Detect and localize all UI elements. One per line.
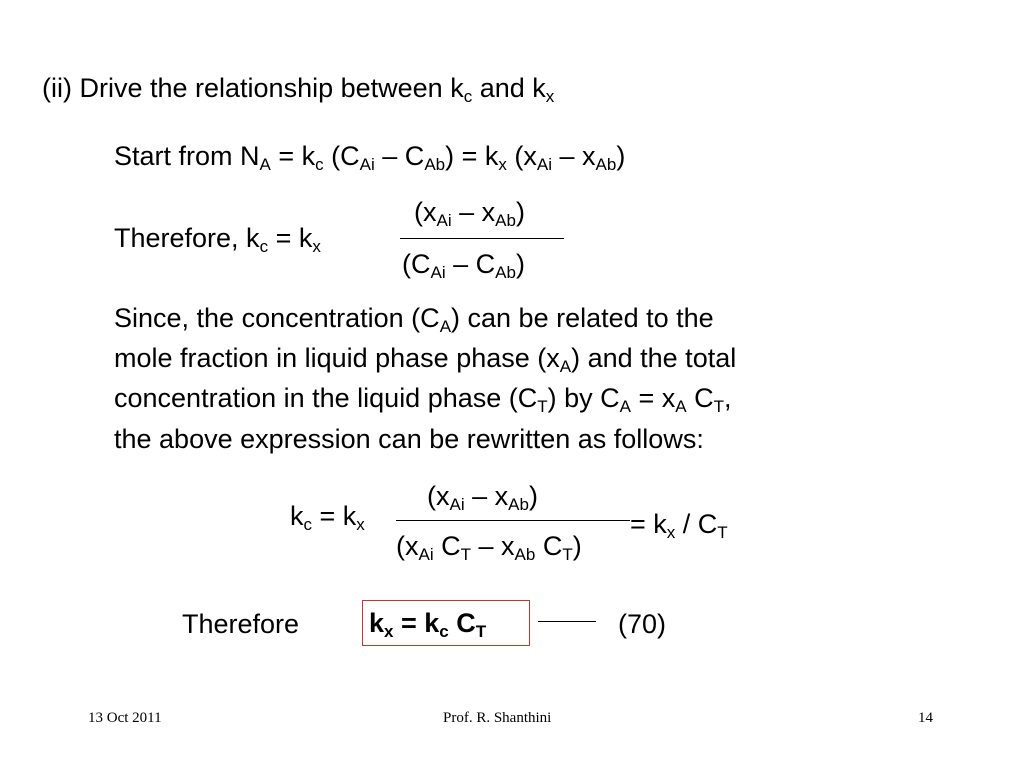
footer-author: Prof. R. Shanthini bbox=[443, 710, 552, 726]
eq2-rhs: = $k_x / C_T$ bbox=[630, 509, 728, 542]
footer-date: 13 Oct 2011 bbox=[88, 710, 162, 726]
eq1-denominator: $(C_{Ai} - C_{Ab})$ bbox=[402, 249, 525, 282]
eq2-numerator: $(x_{Ai} - x_{Ab})$ bbox=[427, 481, 538, 514]
eq1-lhs: Therefore, $k_c = k_x$ bbox=[114, 223, 321, 256]
eq2-fraction-bar bbox=[396, 520, 630, 521]
paragraph-line-1: Since, the concentration $(C_A)$ can be related to the bbox=[114, 303, 714, 336]
start-from-equation: Start from $N_A = k_c$ $(C_{Ai} - C_{Ab}) = k_x$ $(x_{Ai} - x_{Ab})$ bbox=[114, 141, 626, 174]
paragraph-line-2: mole fraction in liquid phase phase $(x_A)$ and the total bbox=[114, 343, 737, 376]
eq1-fraction-bar bbox=[400, 238, 564, 239]
eq2-lhs: $k_c = k_x$ bbox=[290, 501, 365, 534]
result-box: $k_x = k_c$ $C_T$ bbox=[362, 600, 530, 646]
paragraph-line-4: the above expression can be rewritten as follows: bbox=[114, 424, 704, 454]
result-label: Therefore bbox=[182, 609, 300, 639]
eq2-denominator: ($x_{Ai}$ $C_T - x_{Ab}$ $C_T$) bbox=[396, 531, 582, 564]
slide-heading: (ii) Drive the relationship between $k_c$ and $k_x$ bbox=[42, 73, 555, 106]
equation-number: (70) bbox=[618, 609, 667, 639]
paragraph-line-3: concentration in the liquid phase $(C_T)$ by $C_A = x_A$ $C_T$, bbox=[114, 383, 732, 416]
footer-page-number: 14 bbox=[918, 710, 933, 726]
eq1-numerator: $(x_{Ai} - x_{Ab})$ bbox=[414, 197, 525, 230]
equation-leader-line bbox=[538, 621, 596, 622]
